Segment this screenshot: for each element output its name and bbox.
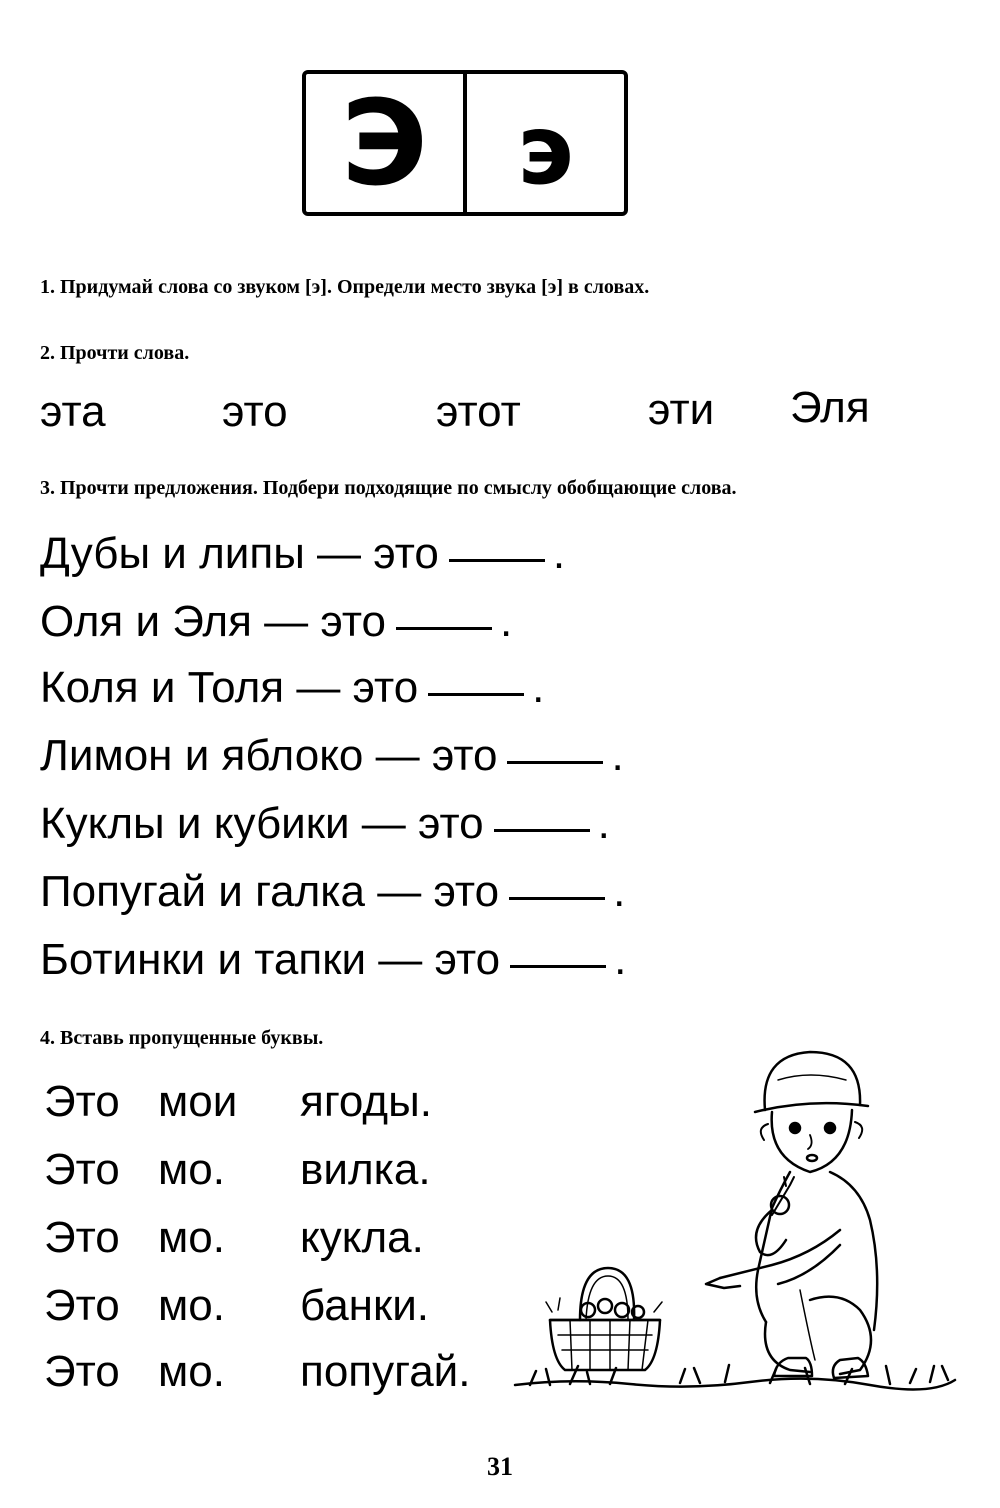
sentence-text: Оля и Эля — это (40, 597, 386, 646)
sentence-5 (40, 799, 610, 848)
boy-with-basket-illustration (510, 1040, 960, 1400)
page-number: 31 (487, 1452, 513, 1481)
task-4-instruction: 4. Вставь пропущенные буквы. (40, 1027, 324, 1049)
fill-row-3 (44, 1213, 504, 1266)
sentence-text: Дубы и липы — это (40, 529, 439, 578)
sentence-text: Попугай и галка — это (40, 867, 500, 916)
answer-blank[interactable] (396, 627, 492, 630)
word-4: эти (648, 385, 715, 434)
sentence-3 (40, 663, 545, 712)
letter-card (302, 70, 628, 216)
fill-word-2[interactable]: мо. (158, 1213, 225, 1262)
sentence-text: Коля и Толя — это (40, 663, 419, 712)
fill-row-5 (44, 1347, 504, 1400)
fill-word-1: Это (44, 1213, 120, 1262)
sentence-text: Ботинки и тапки — это (40, 935, 501, 984)
fill-word-1: Это (44, 1281, 120, 1330)
fill-word-1: Это (44, 1145, 120, 1194)
fill-word-2[interactable]: мо. (158, 1145, 225, 1194)
sentence-period: . (613, 867, 626, 916)
task-3-instruction: 3. Прочти предложения. Подбери подходящие по смыслу обобщающие слова. (40, 477, 737, 499)
fill-word-3: кукла. (300, 1213, 424, 1262)
fill-word-2[interactable]: мо. (158, 1281, 225, 1330)
fill-word-3: вилка. (300, 1145, 431, 1194)
task-1-instruction: 1. Придумай слова со звуком [э]. Определи место звука [э] в словах. (40, 276, 650, 298)
sentence-text: Куклы и кубики — это (40, 799, 484, 848)
sentence-period: . (532, 663, 545, 712)
sentence-6 (40, 867, 626, 916)
fill-row-1 (44, 1077, 504, 1130)
task-2-instruction: 2. Прочти слова. (40, 342, 190, 364)
fill-word-3: ягоды. (300, 1077, 432, 1126)
sentence-text: Лимон и яблоко — это (40, 731, 498, 780)
sentence-period: . (597, 799, 610, 848)
sentence-period: . (499, 597, 513, 646)
word-5: Эля (790, 383, 870, 432)
fill-word-3: попугай. (300, 1347, 471, 1396)
sentence-4 (40, 731, 624, 780)
answer-blank[interactable] (509, 897, 605, 900)
answer-blank[interactable] (449, 559, 545, 562)
fill-row-2 (44, 1145, 504, 1198)
answer-blank[interactable] (507, 761, 603, 764)
sentence-1 (40, 529, 566, 578)
fill-word-2[interactable]: мо. (158, 1347, 225, 1396)
fill-word-1: Это (44, 1077, 120, 1126)
word-2: это (222, 387, 288, 436)
sentence-period: . (611, 731, 624, 780)
sentence-period: . (552, 529, 566, 578)
answer-blank[interactable] (428, 693, 524, 696)
answer-blank[interactable] (510, 965, 606, 968)
sentence-period: . (614, 935, 627, 984)
answer-blank[interactable] (494, 829, 590, 832)
fill-row-4 (44, 1281, 504, 1334)
fill-word-2: мои (158, 1077, 238, 1126)
sentence-2 (40, 597, 513, 646)
word-3: этот (436, 387, 521, 436)
lowercase-letter: э (517, 94, 574, 206)
word-1: эта (40, 387, 106, 436)
sentence-7 (40, 935, 627, 984)
fill-word-1: Это (44, 1347, 120, 1396)
fill-word-3: банки. (300, 1281, 430, 1330)
uppercase-letter: Э (306, 74, 467, 212)
